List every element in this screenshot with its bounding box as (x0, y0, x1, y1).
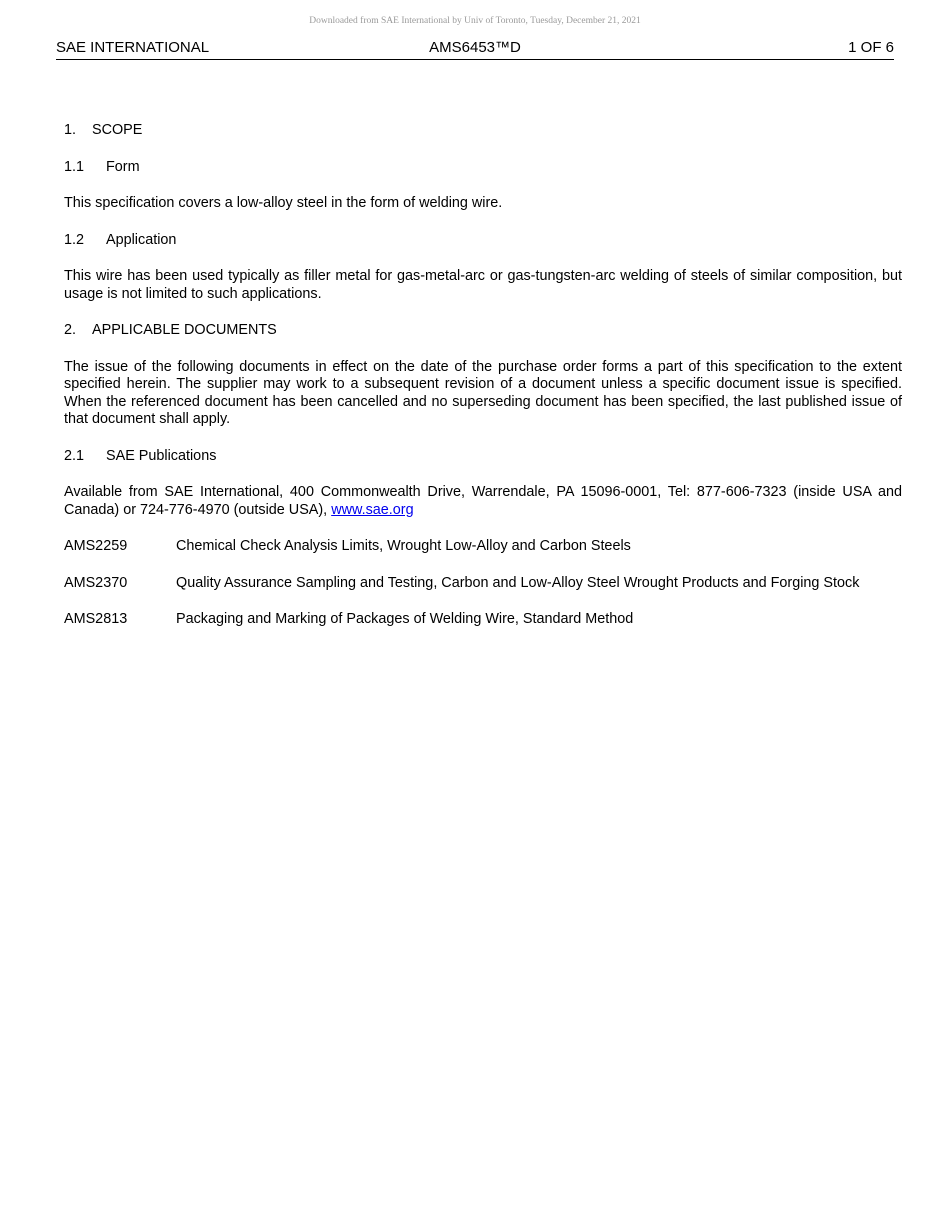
reference-item (64, 575, 902, 593)
availability-text: Available from SAE International, 400 Commonwealth Drive, Warrendale, PA 15096-0001, Tel: 877-606-7323 (inside USA and Canada) or 724-776-4970 (outside USA), (64, 484, 902, 518)
section-2-heading (64, 322, 902, 340)
section-title: APPLICABLE DOCUMENTS (92, 322, 277, 338)
page-header (56, 39, 894, 60)
section-2-1-heading (64, 448, 902, 466)
section-2-text: The issue of the following documents in effect on the date of the purchase order forms a part of this specification to the extent specified herein. The supplier may work to a subsequent revision of a document unless a specific document issue is specified. When the referenced document has been cancelled and no superseding document has been specified, the last published issue of that document shall apply. (64, 358, 902, 427)
section-title: SAE Publications (106, 447, 217, 464)
section-title: Application (106, 231, 177, 248)
reference-item (64, 538, 902, 556)
document-body (64, 122, 902, 648)
reference-title: Quality Assurance Sampling and Testing, Carbon and Low-Alloy Steel Wrought Products and Forging Stock (176, 574, 860, 591)
section-1-1-heading (64, 159, 902, 177)
reference-code: AMS2813 (64, 611, 128, 627)
section-number: 1.2 (64, 231, 85, 248)
section-2-1-text (64, 484, 902, 519)
reference-title: Chemical Check Analysis Limits, Wrought Low-Alloy and Carbon Steels (176, 538, 631, 554)
section-title: Form (106, 158, 140, 175)
reference-title: Packaging and Marking of Packages of Welding Wire, Standard Method (176, 611, 634, 627)
header-doc-id: AMS6453™D (429, 39, 521, 56)
section-1-1-text: This specification covers a low-alloy steel in the form of welding wire. (64, 195, 503, 211)
sae-website-link[interactable]: www.sae.org (331, 501, 414, 518)
reference-code: AMS2259 (64, 538, 128, 554)
download-watermark: Downloaded from SAE International by Univ of Toronto, Tuesday, December 21, 2021 (309, 16, 641, 26)
reference-item (64, 611, 902, 629)
section-number: 1. (64, 122, 77, 138)
section-number: 1.1 (64, 158, 85, 175)
header-page-number: 1 OF 6 (848, 39, 894, 56)
reference-code: AMS2370 (64, 574, 128, 591)
section-1-2-heading (64, 232, 902, 250)
section-1-2-text: This wire has been used typically as filler metal for gas-metal-arc or gas-tungsten-arc welding of steels of similar composition, but usage is not limited to such applications. (64, 268, 902, 302)
section-number: 2. (64, 322, 77, 338)
section-title: SCOPE (92, 122, 143, 138)
section-1-heading (64, 122, 902, 140)
section-number: 2.1 (64, 447, 85, 464)
header-org: SAE INTERNATIONAL (56, 39, 210, 56)
